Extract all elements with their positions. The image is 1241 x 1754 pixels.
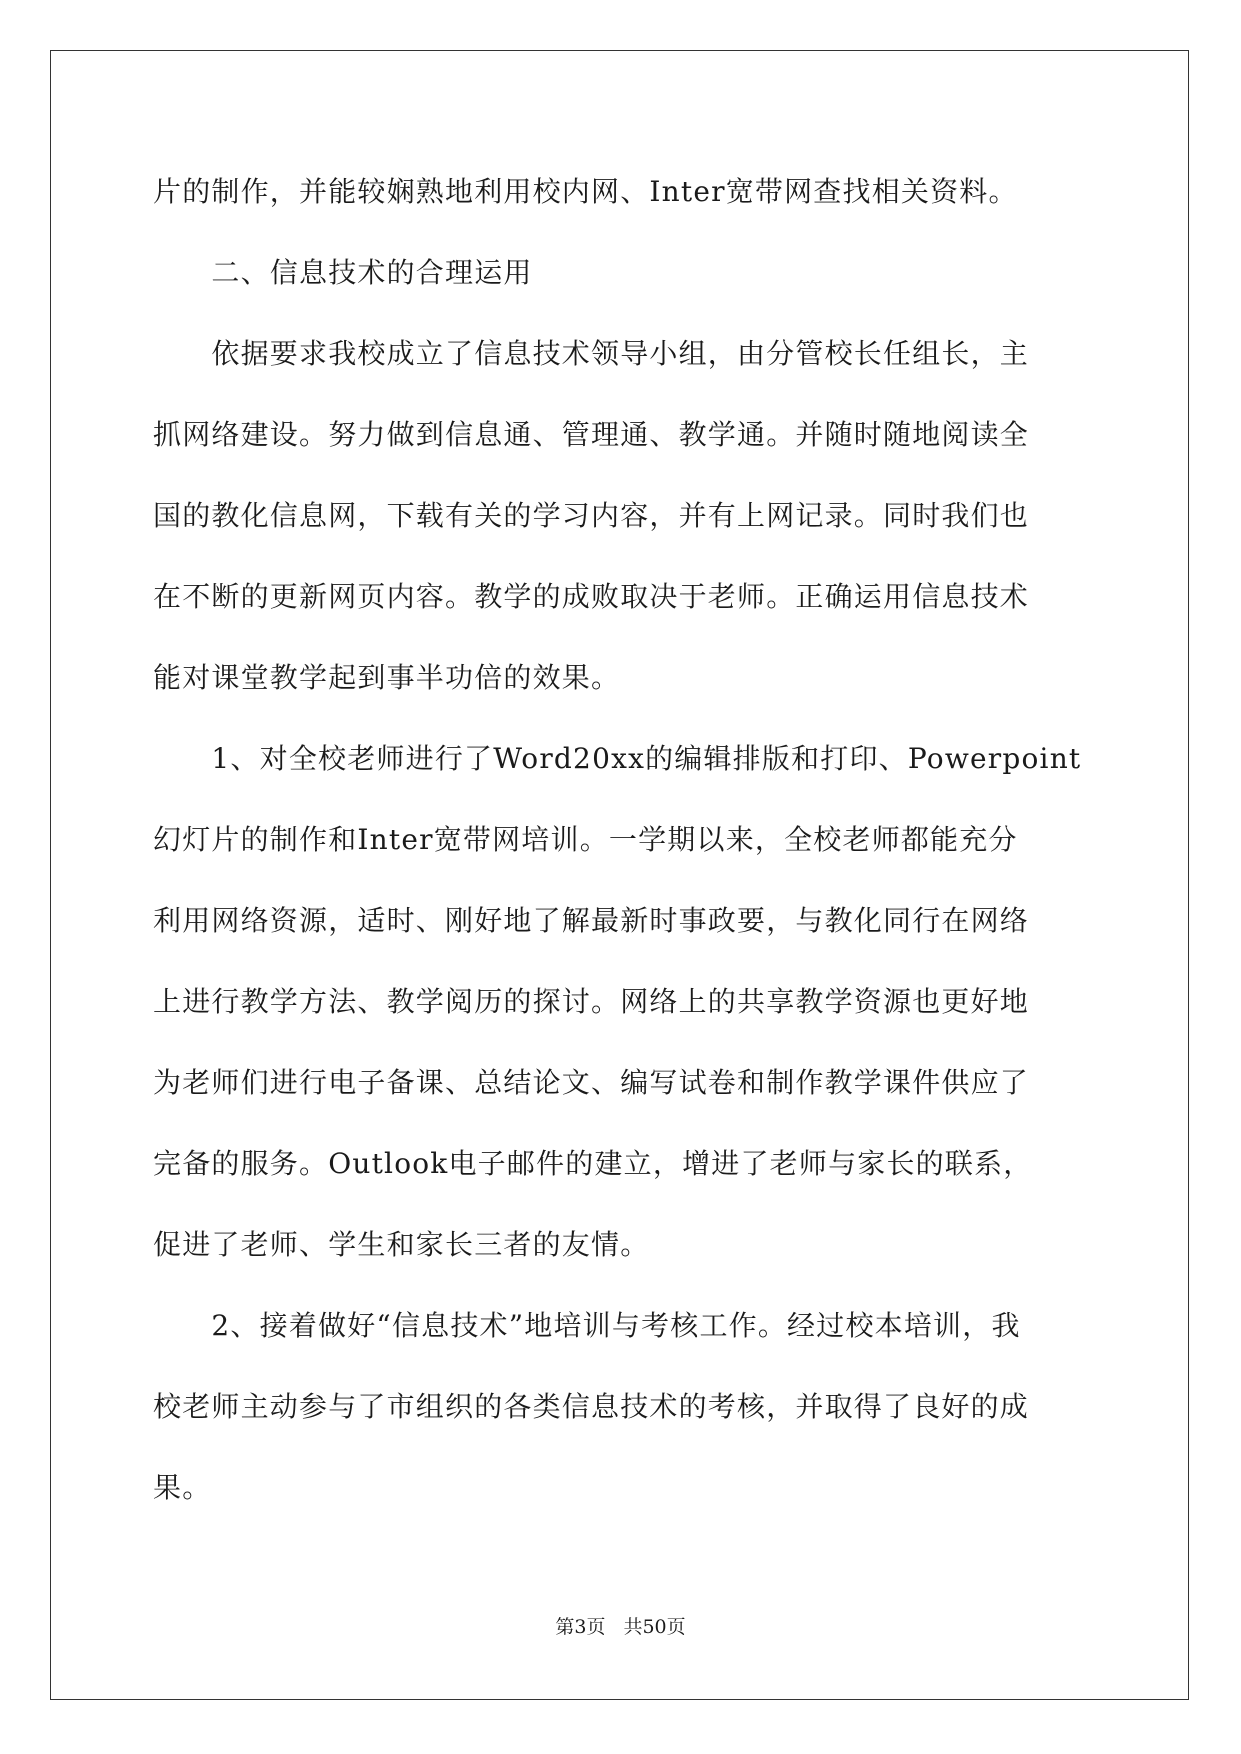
text-line: 2、接着做好“信息技术”地培训与考核工作。经过校本培训，我 bbox=[153, 1309, 1021, 1342]
text-line: 能对课堂教学起到事半功倍的效果。 bbox=[153, 661, 621, 694]
page-footer bbox=[0, 1612, 1241, 1639]
text-line: 利用网络资源，适时、刚好地了解最新时事政要，与教化同行在网络 bbox=[153, 904, 1030, 937]
text-line: 完备的服务。Outlook电子邮件的建立，增进了老师与家长的联系， bbox=[153, 1147, 1033, 1180]
document-body bbox=[153, 163, 1093, 1540]
text-line: 片的制作，并能较娴熟地利用校内网、Inter宽带网查找相关资料。 bbox=[153, 175, 1018, 208]
text-line: 上进行教学方法、教学阅历的探讨。网络上的共享教学资源也更好地 bbox=[153, 985, 1030, 1018]
text-line: 依据要求我校成立了信息技术领导小组，由分管校长任组长，主 bbox=[153, 337, 1030, 370]
text-line: 为老师们进行电子备课、总结论文、编写试卷和制作教学课件供应了 bbox=[153, 1066, 1030, 1099]
text-line: 1、对全校老师进行了Word20xx的编辑排版和打印、Powerpoint bbox=[153, 742, 1082, 775]
text-line: 在不断的更新网页内容。教学的成败取决于老师。正确运用信息技术 bbox=[153, 580, 1030, 613]
page-total: 共50页 bbox=[623, 1616, 686, 1638]
text-line: 抓网络建设。努力做到信息通、管理通、教学通。并随时随地阅读全 bbox=[153, 418, 1030, 451]
section-heading: 二、信息技术的合理运用 bbox=[153, 256, 533, 289]
text-line: 幻灯片的制作和Inter宽带网培训。一学期以来，全校老师都能充分 bbox=[153, 823, 1018, 856]
text-line: 校老师主动参与了市组织的各类信息技术的考核，并取得了良好的成 bbox=[153, 1390, 1030, 1423]
text-line: 果。 bbox=[153, 1471, 212, 1504]
text-line: 国的教化信息网，下载有关的学习内容，并有上网记录。同时我们也 bbox=[153, 499, 1030, 532]
page-number: 第3页 bbox=[555, 1616, 606, 1638]
text-line: 促进了老师、学生和家长三者的友情。 bbox=[153, 1228, 650, 1261]
